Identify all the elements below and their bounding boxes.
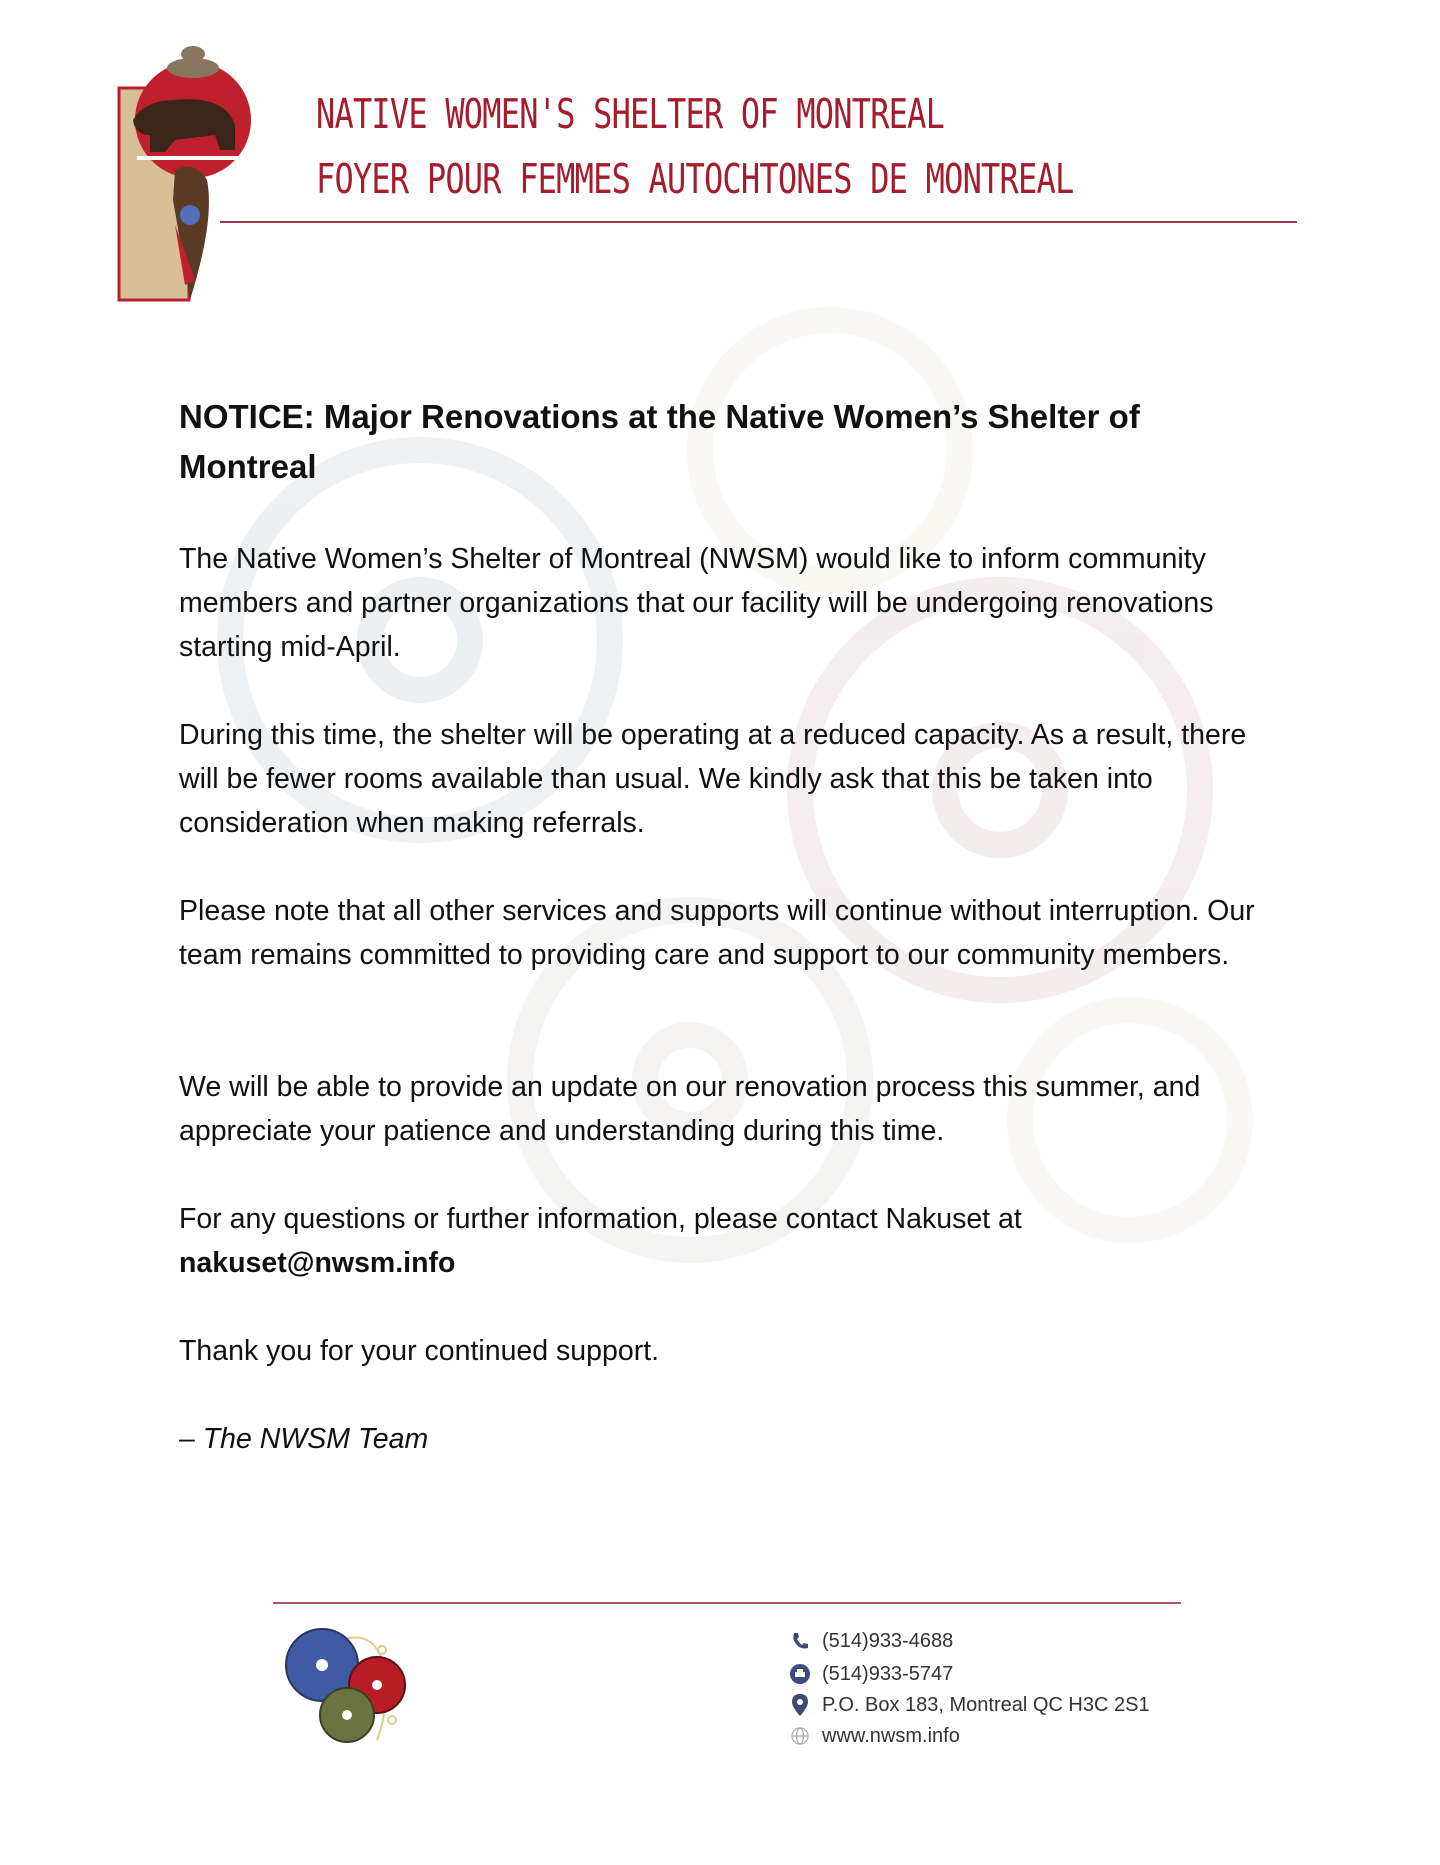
phone-number: (514)933-4688 [822,1629,954,1652]
contact-text: For any questions or further information, please contact Nakuset at [179,1203,1022,1235]
thanks-text: Thank you for your continued support. [179,1335,660,1367]
fax-number: (514)933-5747 [822,1662,954,1685]
address-text: P.O. Box 183, Montreal QC H3C 2S1 [822,1693,1150,1716]
signature: – The NWSM Team [179,1423,429,1455]
notice-title: NOTICE: Major Renovations at the Native Women’s Shelter of Montreal [179,398,1140,485]
footer-phone [790,1627,953,1655]
globe-icon [790,1724,810,1748]
paragraph-services: Please note that all other services and supports will continue without interruption. Our team remains committed to providing care and support to our community members. [179,895,1255,971]
footer-flowers-logo [282,1620,432,1760]
paragraph-update: We will be able to provide an update on our renovation process this summer, and appreciate your patience and understanding during this time. [179,1071,1201,1147]
org-name-french: FOYER POUR FEMMES AUTOCHTONES DE MONTREAL [316,155,1074,203]
shelter-logo [115,40,260,305]
footer-fax [790,1660,953,1688]
paragraph-contact [179,1197,1279,1285]
footer-divider [273,1602,1181,1604]
fax-icon [790,1662,810,1686]
footer-website [790,1722,960,1750]
location-pin-icon [790,1693,810,1717]
phone-icon [790,1629,810,1653]
footer-address [790,1691,1150,1719]
paragraph-intro: The Native Women’s Shelter of Montreal (NWSM) would like to inform community members and partner organizations that our facility will be undergoing renovations starting mid-April. [179,543,1214,663]
header-divider [220,221,1297,223]
contact-email-link[interactable]: nakuset@nwsm.info [179,1247,456,1279]
website-link[interactable]: www.nwsm.info [822,1724,960,1747]
org-name-english: NATIVE WOMEN'S SHELTER OF MONTREAL [316,90,945,138]
paragraph-capacity: During this time, the shelter will be operating at a reduced capacity. As a result, there will be fewer rooms available than usual. We kindly ask that this be taken into consideration when making referrals. [179,719,1247,839]
